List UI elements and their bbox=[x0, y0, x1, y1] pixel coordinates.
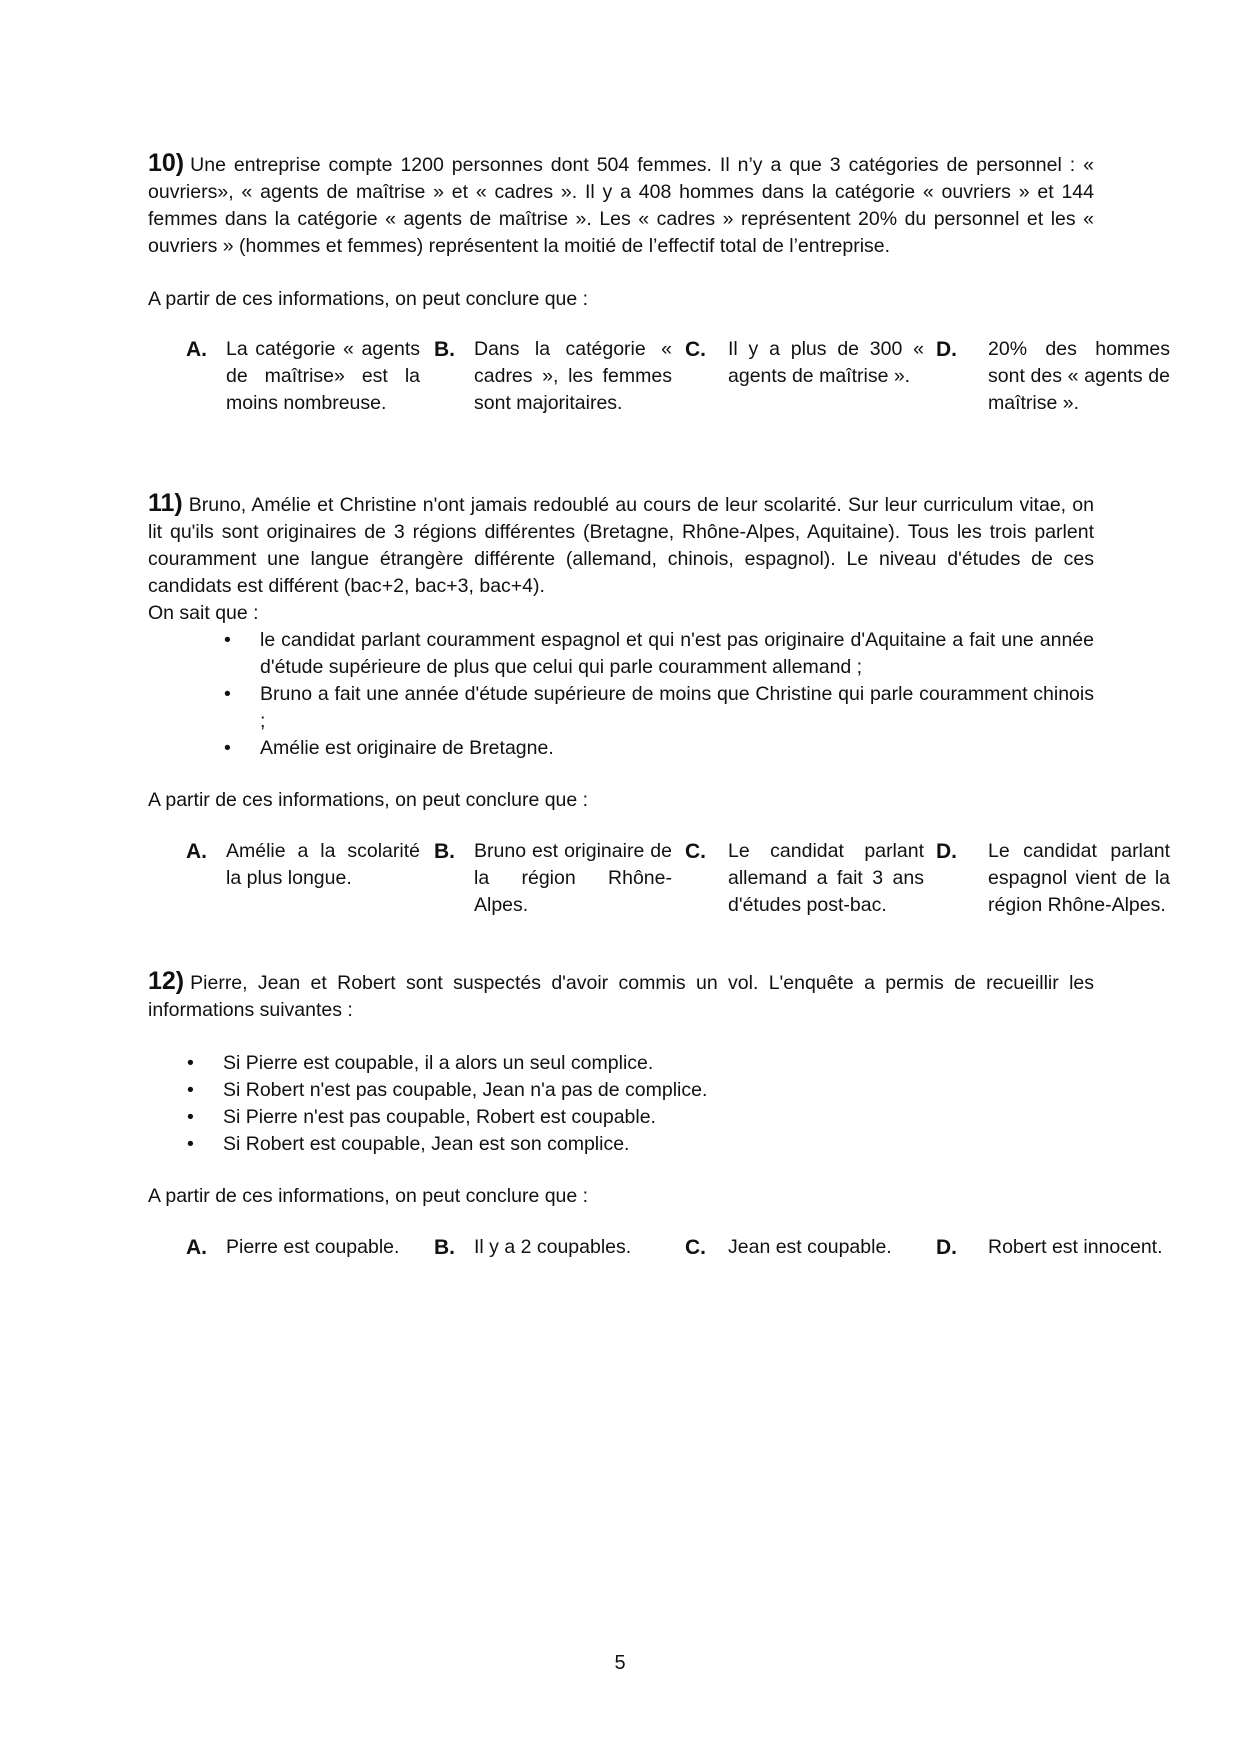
intro-line: On sait que : bbox=[148, 602, 259, 624]
page-number: 5 bbox=[614, 1652, 626, 1674]
question-number: 12) bbox=[148, 967, 185, 995]
list-item bbox=[148, 1131, 1094, 1158]
answer-letter: B. bbox=[434, 1236, 455, 1259]
list-item bbox=[148, 735, 1094, 762]
list-item-text: Bruno a fait une année d'étude supérieure de moins que Christine qui parle couramment chinois ; bbox=[260, 683, 1094, 732]
question-number: 11) bbox=[148, 489, 183, 517]
answer-letter: A. bbox=[186, 338, 207, 361]
bullet-icon: • bbox=[224, 629, 231, 651]
list-item bbox=[148, 681, 1094, 735]
bullet-icon: • bbox=[224, 737, 231, 759]
question-body: Une entreprise compte 1200 personnes dont 504 femmes. Il n’y a que 3 catégories de personnel : « ouvriers», « agents de maîtrise » et « cadres ». Il y a 408 hommes dans la catégorie « ouvriers » et 144 femmes dans la catégorie « agents de maîtrise ». Les « cadres » représentent 20% du personnel et les « ouvriers » (hommes et femmes) représentent la moitié de l’effectif total de l’entreprise. bbox=[148, 154, 1094, 257]
list-item bbox=[148, 1104, 1094, 1131]
answer-letter: D. bbox=[936, 840, 957, 863]
answer-text: La catégorie « agents de maîtrise» est la moins nombreuse. bbox=[226, 338, 420, 414]
answer-letter: C. bbox=[685, 840, 706, 863]
answer-text: Robert est innocent. bbox=[988, 1236, 1163, 1258]
answer-text: Bruno est originaire de la région Rhône-Alpes. bbox=[474, 840, 672, 916]
bullet-icon: • bbox=[187, 1133, 194, 1155]
answer-letter: B. bbox=[434, 338, 455, 361]
conclude-line: A partir de ces informations, on peut conclure que : bbox=[148, 1185, 589, 1207]
conclude-line: A partir de ces informations, on peut conclure que : bbox=[148, 789, 589, 811]
answer-text: Pierre est coupable. bbox=[226, 1236, 400, 1258]
question-11 bbox=[148, 489, 1170, 922]
bullet-icon: • bbox=[187, 1052, 194, 1074]
bullet-icon: • bbox=[187, 1079, 194, 1101]
question-10 bbox=[148, 149, 1170, 420]
list-item-text: le candidat parlant couramment espagnol et qui n'est pas originaire d'Aquitaine a fait une année d'étude supérieure de plus que celui qui parle couramment allemand ; bbox=[260, 629, 1094, 678]
answer-letter: C. bbox=[685, 1236, 706, 1259]
bullet-list bbox=[148, 627, 1094, 762]
bullet-icon: • bbox=[224, 683, 231, 705]
list-item bbox=[148, 627, 1094, 681]
question-12 bbox=[148, 967, 1163, 1264]
answer-options bbox=[148, 1234, 1163, 1264]
answer-letter: A. bbox=[186, 840, 207, 863]
answer-text: Amélie a la scolarité la plus longue. bbox=[226, 840, 420, 889]
bullet-list bbox=[148, 1050, 1094, 1158]
answer-text: Jean est coupable. bbox=[728, 1236, 892, 1258]
answer-text: Il y a plus de 300 « agents de maîtrise ». bbox=[728, 338, 924, 387]
question-number: 10) bbox=[148, 149, 185, 177]
list-item-text: Si Pierre est coupable, il a alors un seul complice. bbox=[223, 1052, 654, 1074]
question-body: Pierre, Jean et Robert sont suspectés d'avoir commis un vol. L'enquête a permis de recueillir les informations suivantes : bbox=[148, 972, 1094, 1021]
answer-options bbox=[148, 336, 1170, 420]
answer-letter: D. bbox=[936, 1236, 957, 1259]
question-body: Bruno, Amélie et Christine n'ont jamais redoublé au cours de leur scolarité. Sur leur curriculum vitae, on lit qu'ils sont originaires de 3 régions différentes (Bretagne, Rhône-Alpes, Aquitaine). Tous les trois parlent couramment une langue étrangère différente (allemand, chinois, espagnol). Le niveau d'études de ces candidats est différent (bac+2, bac+3, bac+4). bbox=[148, 494, 1094, 597]
question-10-text bbox=[148, 150, 1094, 260]
bullet-icon: • bbox=[187, 1106, 194, 1128]
list-item-text: Si Robert est coupable, Jean est son complice. bbox=[223, 1133, 630, 1155]
list-item bbox=[148, 1077, 1094, 1104]
question-11-text bbox=[148, 490, 1094, 600]
answer-text: Le candidat parlant espagnol vient de la région Rhône-Alpes. bbox=[988, 840, 1170, 916]
answer-text: Dans la catégorie « cadres », les femmes sont majoritaires. bbox=[474, 338, 672, 414]
list-item-text: Si Pierre n'est pas coupable, Robert est coupable. bbox=[223, 1106, 656, 1128]
list-item bbox=[148, 1050, 1094, 1077]
question-12-text bbox=[148, 968, 1094, 1024]
list-item-text: Si Robert n'est pas coupable, Jean n'a pas de complice. bbox=[223, 1079, 708, 1101]
answer-text: Il y a 2 coupables. bbox=[474, 1236, 632, 1258]
conclude-line: A partir de ces informations, on peut conclure que : bbox=[148, 288, 589, 310]
answer-letter: A. bbox=[186, 1236, 207, 1259]
answer-text: 20% des hommes sont des « agents de maîtrise ». bbox=[988, 338, 1170, 414]
answer-letter: D. bbox=[936, 338, 957, 361]
answer-text: Le candidat parlant allemand a fait 3 ans d'études post-bac. bbox=[728, 840, 924, 916]
answer-options bbox=[148, 838, 1170, 922]
answer-letter: B. bbox=[434, 840, 455, 863]
answer-letter: C. bbox=[685, 338, 706, 361]
list-item-text: Amélie est originaire de Bretagne. bbox=[260, 737, 554, 759]
